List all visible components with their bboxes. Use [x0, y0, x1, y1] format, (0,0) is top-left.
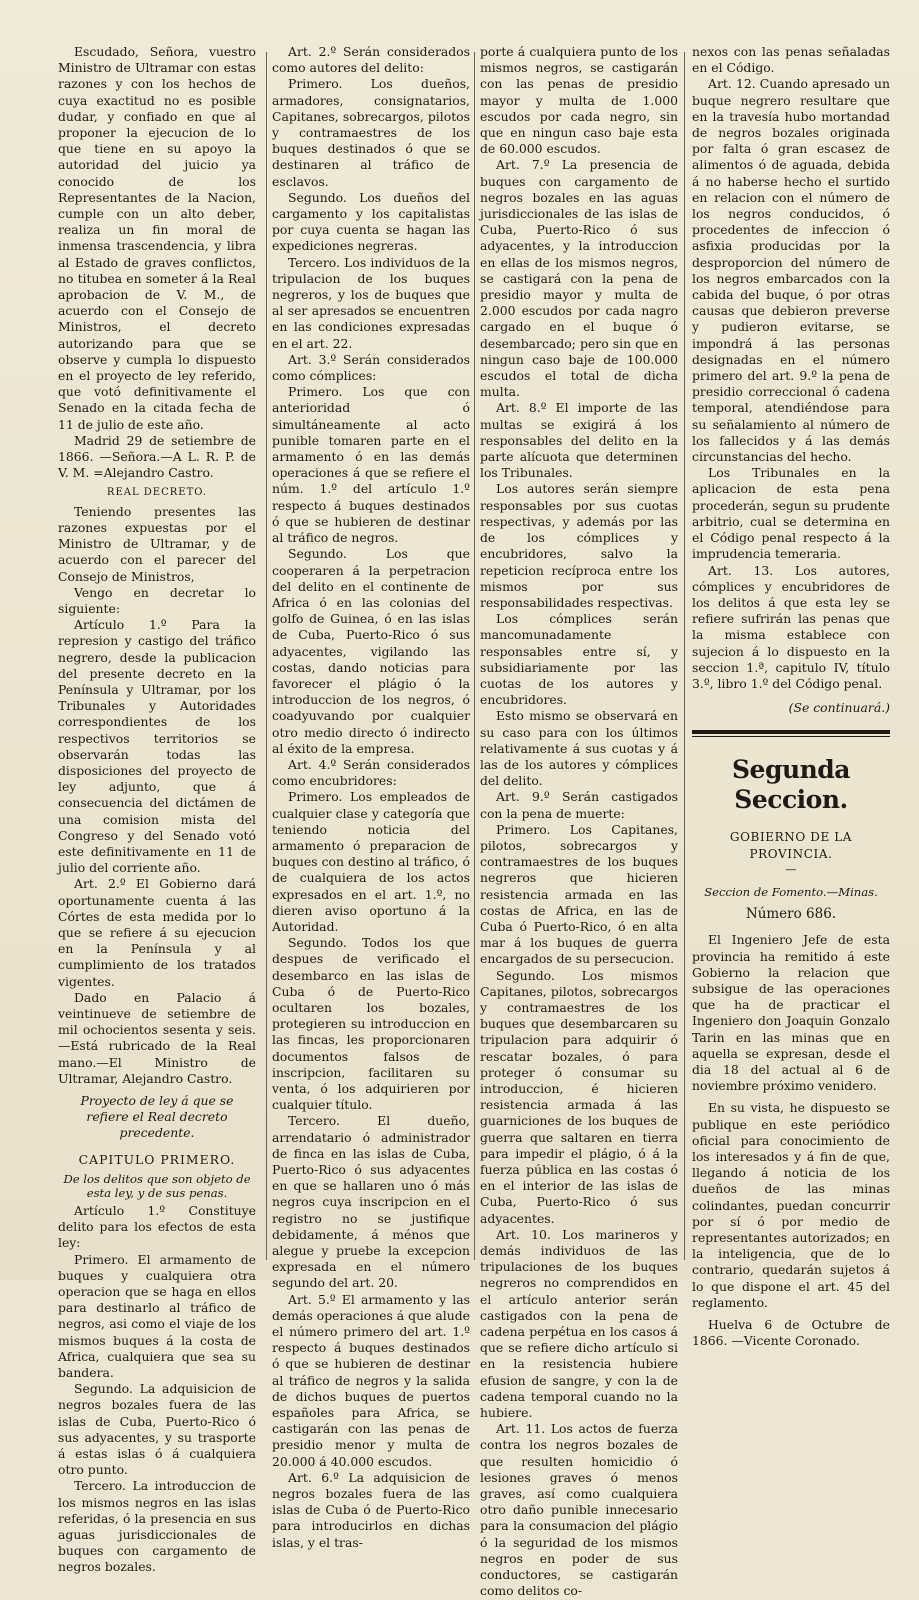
paragraph: Art. 3.º Serán considerados como cómplices: [272, 351, 470, 384]
section-rule-thin [692, 736, 890, 737]
paragraph: Art. 6.º La adquisicion de negros bozales fuera de las islas de Cuba ó de Puerto-Rico para introducirlos en dichas islas, y el tras- [272, 1469, 470, 1550]
paragraph: nexos con las penas señaladas en el Código. [692, 44, 890, 76]
chapter-subheading: De los delitos que son objeto de esta ley, y de sus penas. [63, 1171, 251, 1201]
paragraph: Primero. Los que con anterioridad ó simultáneamente al acto punible tomaren parte en el armamento ó en las demás operaciones á que se refiere el núm. 1.º del artículo 1.º respecto á buques destinados ó que se hubieren de destinar al tráfico de negros. [272, 384, 470, 546]
notice-number: Número 686. [745, 906, 837, 923]
paragraph: Art. 11. Los actos de fuerza contra los negros bozales de que resulten homicidio ó lesiones graves ó menos graves, así como cualquiera otro daño punible innecesario para la consumacion del plágio ó la seguridad de los mismos negros en poder de sus conductores, se castigarán como delitos co- [480, 1421, 678, 1599]
paragraph: Madrid 29 de setiembre de 1866. —Señora.—A L. R. P. de V. M. =Alejandro Castro. [58, 432, 256, 481]
paragraph: Esto mismo se observará en su caso para con los últimos relativamente á sus cuotas y á las de los autores y cómplices del delito. [480, 708, 678, 789]
paragraph: Art. 2.º El Gobierno dará oportunamente cuenta á las Córtes de esta medida por lo que se refiere á su ejecucion en la Península y al cumplimiento de los tratados vigentes. [58, 876, 256, 989]
paragraph: Art. 5.º El armamento y las demás operaciones á que alude el número primero del art. 1.º respecto á buques destinados ó que se hubieren de destinar al tráfico de negros y la salida de dichos buques de puertos españoles para Africa, se castigarán con las penas de presidio menor y multa de 20.000 á 40.000 escudos. [272, 1291, 470, 1469]
paragraph: Tercero. El dueño, arrendatario ó administrador de finca en las islas de Cuba, Puerto-Rico ó sus adyacentes en que se hallaren uno ó más negros cuya inscripcion en el registro no se justifique debidamente, á ménos que alegue y pruebe la excepcion expresada en el número segundo del art. 20. [272, 1113, 470, 1291]
paragraph: Los Tribunales en la aplicacion de esta pena procederán, segun su prudente arbitrio, cual se determina en el Código penal respecto á la imprudencia temeraria. [692, 465, 890, 562]
paragraph: Art. 12. Cuando apresado un buque negrero resultare que en la travesía hubo mortandad de negros bozales originada por falta ó gran escasez de alimentos ó de aguada, debida á no haberse hecho el surtido en relacion con el número de los negros conducidos, ó procedentes de infeccion ó asfixia producidas por la desproporcion del número de los negros embarcados con la cabida del buque, ó por otras causas que debieron preverse y pudieron evitarse, se impondrá á las personas designadas en el número primero del art. 9.º la pena de presidio correccional ó cadena temporal, atendiéndose para su señalamiento al número de los fallecidos y á las demás circunstancias del hecho. [692, 76, 890, 465]
paragraph: Escudado, Señora, vuestro Ministro de Ultramar con estas razones y con los hechos de cuya exactitud no es posible dudar, y confiado en que al proponer la ejecucion de lo que tiene en su apoyo la autoridad del juicio ya conocido de los Representantes de la Nacion, cumple con un alto deber, realiza un fin moral de inmensa trascendencia, y libra al Estado de graves conflictos, no titubea en someter á la Real aprobacion de V. M., de acuerdo con el Consejo de Ministros, el decreto autorizando para que se observe y cumpla lo dispuesto en el proyecto de ley referido, que votó definitivamente el Senado en la citada fecha de 11 de julio de este año. [58, 44, 256, 432]
paragraph: En su vista, he dispuesto se publique en este periódico oficial para conocimiento de los interesados y á fin de que, llegando á noticia de los dueños de las minas colindantes, puedan concurrir por sí ó por medio de representantes autorizados; en la inteligencia, que de lo contrario, quedarán sujetos á lo que dispone el art. 45 del reglamento. [692, 1100, 890, 1310]
column-1 [58, 44, 256, 1576]
paragraph: Teniendo presentes las razones expuestas por el Ministro de Ultramar, y de acuerdo con el parecer del Consejo de Ministros, [58, 503, 256, 584]
paragraph: Art. 7.º La presencia de buques con cargamento de negros bozales en las aguas jurisdiccionales de las islas de Cuba, Puerto-Rico ó sus adyacentes, y la introduccion en ellas de los mismos negros, se castigará con la pena de presidio mayor y multa de 2.000 escudos por cada nagro cargado en el buque ó desembarcado; pero sin que en ningun caso baje de 100.000 escudos el total de dicha multa. [480, 157, 678, 400]
paragraph: Art. 4.º Serán considerados como encubridores: [272, 756, 470, 789]
column-rule [266, 52, 267, 1260]
chapter-heading: CAPITULO PRIMERO. [78, 1151, 236, 1167]
column-2 [272, 44, 470, 1551]
paragraph: Art. 10. Los marineros y demás individuos de las tripulaciones de los buques negreros no comprendidos en el artículo anterior serán castigados con la pena de cadena perpétua en los casos á que se refiere dicho artículo si en la resistencia hubiere efusion de sangre, y con la de cadena temporal cuando no la hubiere. [480, 1226, 678, 1421]
paragraph: Los cómplices serán mancomunadamente responsables entre sí, y subsidiariamente por las cuotas de los autores y encubridores. [480, 611, 678, 708]
paragraph: Tercero. La introduccion de los mismos negros en las islas referidas, ó la presencia en sus aguas jurisdiccionales de buques con cargamento de negros bozales. [58, 1478, 256, 1575]
paragraph: Tercero. Los individuos de la tripulacion de los buques negreros, y los de buques que al ser apresados se encuentren en las condiciones expresadas en el art. 22. [272, 254, 470, 351]
paragraph: Art. 2.º Serán considerados como autores del delito: [272, 44, 470, 76]
paragraph: Artículo 1.º Para la represion y castigo del tráfico negrero, desde la publicacion del presente decreto en la Península y Ultramar, por los Tribunales y Autoridades correspondientes de los respectivos territorios se observarán todas las disposiciones del proyecto de ley adjunto, que á consecuencia del dictámen de una comision mista del Congreso y del Senado votó este definitivamente en 11 de julio del corriente año. [58, 617, 256, 876]
paragraph: Segundo. Los que cooperaren á la perpetracion del delito en el continente de Africa ó en las colonias del golfo de Guinea, ó en las islas de Cuba, Puerto-Rico ó sus adyacentes, vigilando las costas, dando noticias para favorecer el plágio ó la introduccion de los negros, ó coadyuvando por cualquier otro medio directo ó indirecto al éxito de la empresa. [272, 546, 470, 756]
section-heading: Segunda Seccion. [732, 755, 850, 815]
section-subheading: Seccion de Fomento.—Minas. [704, 884, 878, 899]
column-3 [480, 44, 678, 1600]
paragraph: Los autores serán siempre responsables por sus cuotas respectivas, y además por las de los cómplices y encubridores, salvo la repeticion recíproca entre los mismos por sus responsabilidades respectivas. [480, 481, 678, 610]
paragraph: Segundo. Los mismos Capitanes, pilotos, sobrecargos y contramaestres de los buques que desembarcaren su tripulacion para adquirir ó rescatar bozales, ó para proteger ó consumar su introduccion, é hicieren resistencia armada á las guarniciones de los buques de guerra que saltaren en tierra para impedir el plágio, ó á la fuerza pública en las costas ó en el interior de las islas de Cuba, Puerto-Rico ó sus adyacentes. [480, 967, 678, 1226]
section-rule-thick [692, 730, 890, 734]
decree-heading: REAL DECRETO. [106, 487, 208, 499]
bill-heading: Proyecto de ley á que se refiere el Real decreto precedente. [80, 1093, 234, 1141]
paragraph: Dado en Palacio á veintinueve de setiembre de mil ochocientos sesenta y seis.—Está rubricado de la Real mano.—El Ministro de Ultramar, Alejandro Castro. [58, 989, 256, 1086]
column-4 [692, 44, 890, 1349]
continued-note: (Se continuará.) [788, 700, 890, 716]
paragraph: Art. 9.º Serán castigados con la pena de muerte: [480, 789, 678, 821]
paragraph: Primero. Los dueños, armadores, consignatarios, Capitanes, sobrecargos, pilotos y contramaestres de los buques destinados ó que se destinaren al tráfico de esclavos. [272, 76, 470, 189]
paragraph: Vengo en decretar lo siguiente: [58, 584, 256, 616]
paragraph: Primero. Los Capitanes, pilotos, sobrecargos y contramaestres de los buques negreros que hicieren resistencia armada en las costas de Africa, en las de Cuba ó Puerto-Rico, ó en alta mar á los buques de guerra encargados de su persecucion. [480, 821, 678, 967]
government-heading: GOBIERNO DE LA PROVINCIA. [729, 830, 853, 861]
paragraph: Primero. El armamento de buques y cualquiera otra operacion que se haga en ellos para destinarlo al tráfico de negros, asi como el viaje de los mismos buques á la costa de Africa, cualquiera que sea su bandera. [58, 1251, 256, 1381]
paragraph: El Ingeniero Jefe de esta provincia ha remitido á este Gobierno la relacion que subsigue de las operaciones que ha de practicar el Ingeniero don Joaquin Gonzalo Tarin en las minas que en aquella se expresan, desde el dia 18 del actual al 6 de noviembre próximo venidero. [692, 932, 890, 1094]
dash-divider: — [785, 862, 797, 876]
paragraph: Primero. Los empleados de cualquier clase y categoría que teniendo noticia del armamento ó preparacion de buques con destino al tráfico, ó de cualquiera de los actos expresados en el art. 1.º, no dieren aviso oportuno á la Autoridad. [272, 789, 470, 934]
paragraph: Segundo. La adquisicion de negros bozales fuera de las islas de Cuba, Puerto-Rico ó sus adyacentes, y su trasporte á estas islas ó á cualquiera otro punto. [58, 1381, 256, 1478]
paragraph: Artículo 1.º Constituye delito para los efectos de esta ley: [58, 1203, 256, 1251]
column-rule [684, 52, 685, 1260]
paragraph: Art. 8.º El importe de las multas se exigirá á los responsables del delito en la parte alícuota que determinen los Tribunales. [480, 400, 678, 481]
column-rule [474, 52, 475, 1260]
paragraph: porte á cualquiera punto de los mismos negros, se castigarán con las penas de presidio mayor y multa de 1.000 escudos por cada negro, sin que en ningun caso baje esta de 60.000 escudos. [480, 44, 678, 157]
paragraph: Segundo. Los dueños del cargamento y los capitalistas por cuya cuenta se hagan las expediciones negreras. [272, 189, 470, 254]
paragraph: Segundo. Todos los que despues de verificado el desembarco en las islas de Cuba ó de Puerto-Rico ocultaren los bozales, protegieren su introduccion en las fincas, les proporcionaren documentos falsos de inscripcion, facilitaren su venta, ó los adquirieren por cualquier título. [272, 935, 470, 1113]
paragraph: Art. 13. Los autores, cómplices y encubridores de los delitos á que esta ley se refiere sufrirán las penas que la misma establece con sujecion á lo dispuesto en la seccion 1.ª, capitulo IV, título 3.º, libro 1.º del Código penal. [692, 562, 890, 691]
signature-paragraph: Huelva 6 de Octubre de 1866. —Vicente Coronado. [692, 1317, 890, 1349]
